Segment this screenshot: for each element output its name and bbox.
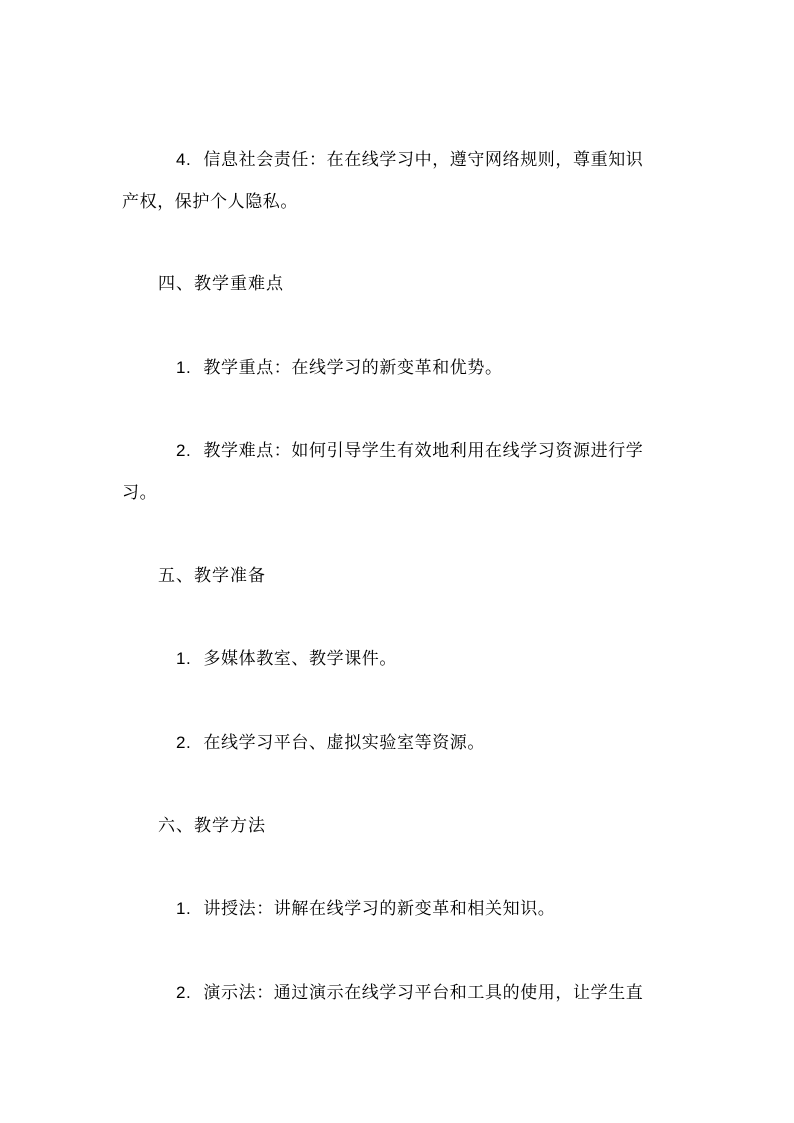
list-item-2-difficulties-line-1 — [176, 441, 643, 461]
section-heading-5: 五、教学准备 — [158, 566, 266, 586]
list-item-2-preparation — [176, 733, 485, 753]
list-item-1-key-points — [176, 358, 503, 378]
list-item-4-line-1 — [176, 150, 643, 170]
list-text: 教学重点：在线学习的新变革和优势。 — [203, 358, 503, 378]
list-number: 2. — [176, 983, 192, 1002]
list-text: 教学难点：如何引导学生有效地利用在线学习资源进行学 — [203, 441, 644, 461]
list-text: 多媒体教室、教学课件。 — [203, 649, 397, 669]
list-text: 在线学习平台、虚拟实验室等资源。 — [203, 733, 485, 753]
list-number: 4. — [176, 150, 192, 169]
list-text: 讲授法：讲解在线学习的新变革和相关知识。 — [203, 899, 556, 919]
list-item-2-method — [176, 983, 643, 1003]
list-number: 1. — [176, 358, 192, 377]
list-item-1-method — [176, 899, 555, 919]
list-number: 2. — [176, 733, 192, 752]
section-heading-4: 四、教学重难点 — [158, 274, 284, 294]
list-number: 2. — [176, 441, 192, 460]
list-text: 信息社会责任：在在线学习中，遵守网络规则，尊重知识 — [203, 150, 644, 170]
list-number: 1. — [176, 649, 192, 668]
list-number: 1. — [176, 899, 192, 918]
section-heading-6: 六、教学方法 — [158, 816, 266, 836]
list-item-1-preparation — [176, 649, 397, 669]
list-text: 演示法：通过演示在线学习平台和工具的使用，让学生直 — [203, 983, 644, 1003]
list-item-4-line-2: 产权，保护个人隐私。 — [122, 192, 298, 212]
list-item-2-difficulties-line-2: 习。 — [122, 483, 158, 503]
